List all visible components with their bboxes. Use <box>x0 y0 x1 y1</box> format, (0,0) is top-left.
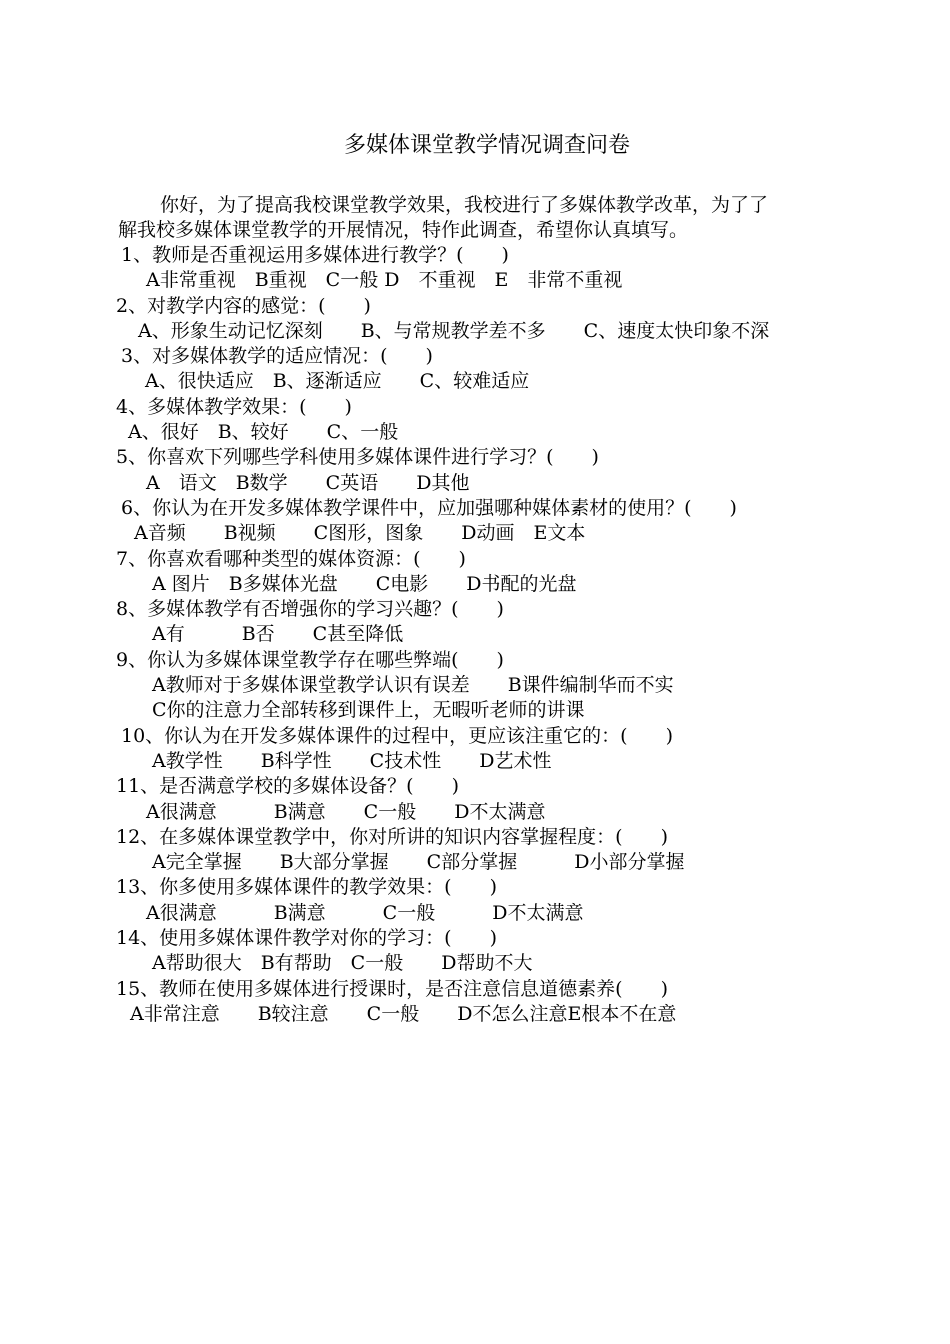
question-11: 11、是否满意学校的多媒体设备？( ) <box>116 775 460 798</box>
options-14: A帮助很大 B有帮助 C一般 D帮助不大 <box>152 952 533 975</box>
question-9: 9、你认为多媒体课堂教学存在哪些弊端( ) <box>116 648 504 671</box>
options-13: A很满意 B满意 C一般 D不太满意 <box>146 901 584 924</box>
options-10: A教学性 B科学性 C技术性 D艺术性 <box>152 749 552 772</box>
question-15: 15、教师在使用多媒体进行授课时，是否注意信息道德素养( ) <box>116 977 669 1000</box>
question-list <box>0 243 950 1027</box>
question-7: 7、你喜欢看哪种类型的媒体资源：( ) <box>116 547 466 570</box>
options-9: C你的注意力全部转移到课件上，无暇听老师的讲课 <box>152 699 585 722</box>
question-4: 4、多媒体教学效果：( ) <box>116 395 352 418</box>
intro-line: 解我校多媒体课堂教学的开展情况，特作此调查，希望你认真填写。 <box>118 219 689 242</box>
intro-line: 你好，为了提高我校课堂教学效果，我校进行了多媒体教学改革，为了了 <box>160 194 769 216</box>
options-6: A音频 B视频 C图形，图象 D动画 E文本 <box>134 522 586 545</box>
question-2: 2、对教学内容的感觉：( ) <box>116 294 371 317</box>
question-12: 12、在多媒体课堂教学中，你对所讲的知识内容掌握程度：( ) <box>116 825 669 848</box>
question-5: 5、你喜欢下列哪些学科使用多媒体课件进行学习？( ) <box>116 446 599 469</box>
options-2: A、形象生动记忆深刻 B、与常规教学差不多 C、速度太快印象不深 <box>138 319 770 342</box>
question-1: 1、教师是否重视运用多媒体进行教学？( ) <box>121 244 509 266</box>
question-14: 14、使用多媒体课件教学对你的学习：( ) <box>116 927 498 950</box>
question-8: 8、多媒体教学有否增强你的学习兴趣？( ) <box>116 598 504 621</box>
intro-paragraph <box>118 193 864 244</box>
options-11: A很满意 B满意 C一般 D不太满意 <box>146 800 546 823</box>
question-10: 10、你认为在开发多媒体课件的过程中，更应该注重它的：( ) <box>121 724 674 747</box>
question-6: 6、你认为在开发多媒体教学课件中，应加强哪种媒体素材的使用？( ) <box>121 496 737 519</box>
question-13: 13、你多使用多媒体课件的教学效果：( ) <box>116 876 498 899</box>
page-title: 多媒体课堂教学情况调查问卷 <box>343 133 630 158</box>
options-5: A 语文 B数学 C英语 D其他 <box>146 471 470 494</box>
options-12: A完全掌握 B大部分掌握 C部分掌握 D小部分掌握 <box>152 851 685 874</box>
question-3: 3、对多媒体教学的适应情况：( ) <box>121 345 433 368</box>
options-8: A有 B否 C甚至降低 <box>152 623 404 646</box>
options-7: A 图片 B多媒体光盘 C电影 D书配的光盘 <box>152 572 577 595</box>
options-3: A、很快适应 B、逐渐适应 C、较难适应 <box>145 370 530 393</box>
options-4: A、很好 B、较好 C、一般 <box>128 421 399 444</box>
options-9: A教师对于多媒体课堂教学认识有误差 B课件编制华而不实 <box>152 674 674 697</box>
options-15: A非常注意 B较注意 C一般 D不怎么注意E根本不在意 <box>130 1002 677 1025</box>
options-1: A非常重视 B重视 C一般 D 不重视 E 非常不重视 <box>146 269 623 292</box>
